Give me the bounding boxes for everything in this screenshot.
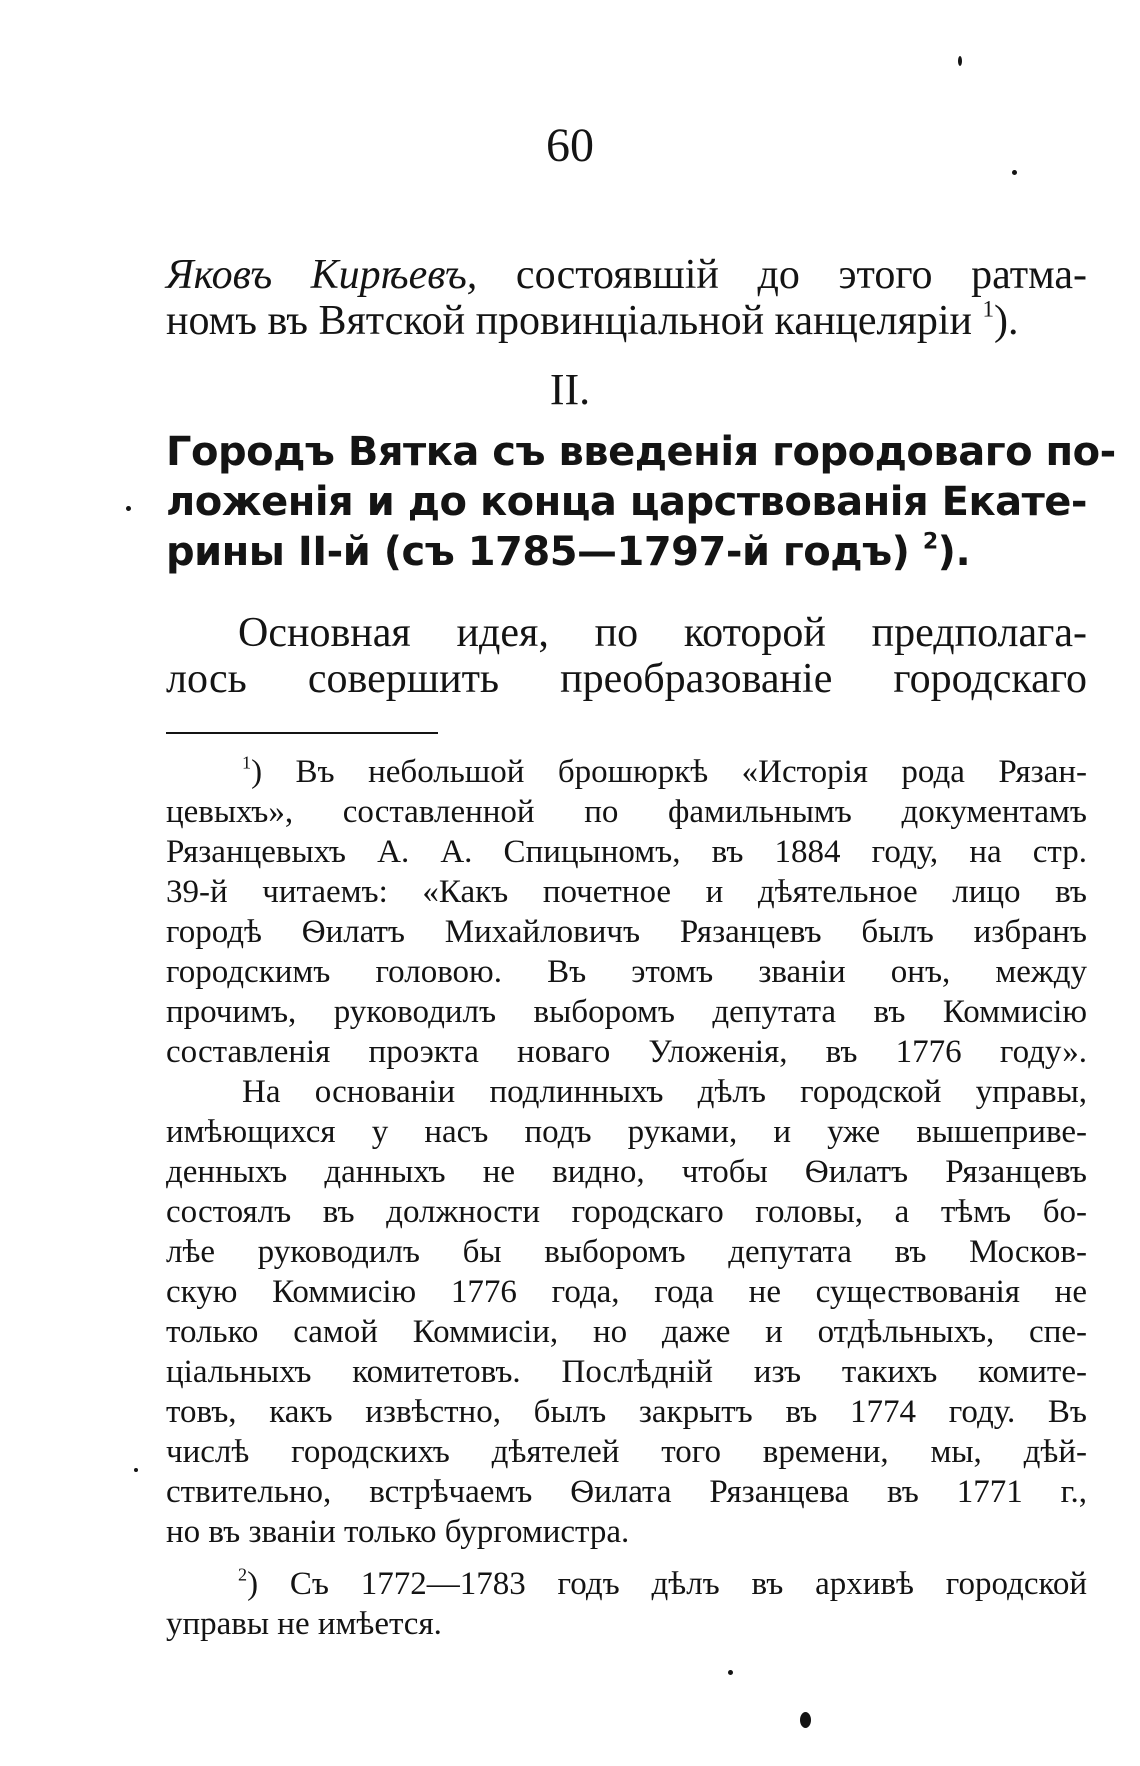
intro-line bbox=[166, 254, 1087, 296]
footnote-line: лѣе руководилъ бы выборомъ депутата въ Москов- bbox=[166, 1234, 1087, 1270]
footnote-divider bbox=[166, 732, 438, 734]
footnote-ref: 2 bbox=[922, 529, 938, 555]
footnote-line: числѣ городскихъ дѣятелей того времени, мы, дѣй- bbox=[166, 1434, 1087, 1470]
scan-speck bbox=[126, 506, 131, 511]
footnote-text: ) Въ небольшой брошюркѣ «Исторія рода Рязан- bbox=[251, 754, 1087, 790]
footnote-line: прочимъ, руководилъ выборомъ депутата въ Коммисію bbox=[166, 994, 1087, 1030]
footnote-line: 39-й читаемъ: «Какъ почетное и дѣятельное лицо въ bbox=[166, 874, 1087, 910]
footnote-line: На основаніи подлинныхъ дѣлъ городской управы, bbox=[242, 1074, 1087, 1110]
footnote-line: ціальныхъ комитетовъ. Послѣдній изъ такихъ комите- bbox=[166, 1354, 1087, 1390]
footnote-line: состоялъ въ должности городскаго головы, а тѣмъ бо- bbox=[166, 1194, 1087, 1230]
footnote-ref: 1 bbox=[982, 295, 995, 322]
footnote-line: Рязанцевыхъ А. А. Спицыномъ, въ 1884 году, на стр. bbox=[166, 834, 1087, 870]
footnote-line: ствительно, встрѣчаемъ Ѳилата Рязанцева въ 1771 г., bbox=[166, 1474, 1087, 1510]
footnote-line: товъ, какъ извѣстно, былъ закрытъ въ 1774 году. Въ bbox=[166, 1394, 1087, 1430]
scan-speck bbox=[800, 1712, 811, 1728]
scan-speck bbox=[134, 1468, 138, 1472]
footnote-line: но въ званіи только бургомистра. bbox=[166, 1514, 630, 1550]
footnote-line: имѣющихся у насъ подъ руками, и уже вышеприве- bbox=[166, 1114, 1087, 1150]
footnote-line: городѣ Ѳилатъ Михайловичъ Рязанцевъ былъ избранъ bbox=[166, 914, 1087, 950]
body-line: Основная идея, по которой предполага- bbox=[238, 610, 1087, 656]
scan-speck bbox=[958, 56, 962, 66]
footnote-marker: 2 bbox=[238, 1564, 248, 1585]
heading-text: ложенія и до конца царствованія Екате- bbox=[166, 479, 1087, 525]
heading-text: рины II-й (съ 1785—1797-й годъ) bbox=[166, 529, 923, 575]
scan-speck bbox=[728, 1670, 733, 1675]
intro-text-tail: ). bbox=[994, 298, 1019, 344]
footnote-line: только самой Коммисіи, но даже и отдѣльныхъ, спе- bbox=[166, 1314, 1087, 1350]
section-heading-line bbox=[166, 479, 1087, 525]
footnote-line: скую Коммисію 1776 года, года не существованія не bbox=[166, 1274, 1087, 1310]
intro-name: Яковъ Кирѣевъ, bbox=[166, 252, 478, 298]
page-number: 60 bbox=[546, 119, 594, 172]
footnote-line: цевыхъ», составленной по фамильнымъ документамъ bbox=[166, 794, 1087, 830]
footnote-line: управы не имѣется. bbox=[166, 1606, 442, 1642]
scan-speck bbox=[1012, 170, 1017, 175]
heading-text: Городъ Вятка съ введенія городоваго по- bbox=[166, 429, 1116, 475]
body-line: лось совершить преобразованіе городскаго bbox=[166, 656, 1087, 702]
intro-text: номъ въ Вятской провинціальной канцеляріи bbox=[166, 298, 983, 344]
footnote-marker: 1 bbox=[242, 752, 252, 773]
section-number: II. bbox=[549, 365, 591, 414]
heading-text-tail: ). bbox=[937, 529, 971, 575]
footnote-text: ) Съ 1772—1783 годъ дѣлъ въ архивѣ городской bbox=[247, 1566, 1087, 1602]
footnote-line: составленія проэкта новаго Уложенія, въ 1776 году». bbox=[166, 1034, 1087, 1070]
footnote-line: денныхъ данныхъ не видно, чтобы Ѳилатъ Рязанцевъ bbox=[166, 1154, 1087, 1190]
section-heading-line bbox=[166, 429, 1116, 475]
footnote-line bbox=[238, 1564, 1087, 1602]
intro-text: состоявшій до этого ратма- bbox=[477, 252, 1088, 298]
footnote-line: городскимъ головою. Въ этомъ званіи онъ, между bbox=[166, 954, 1087, 990]
footnote-line bbox=[242, 752, 1087, 790]
intro-line bbox=[166, 295, 1087, 344]
section-heading-line bbox=[166, 529, 1087, 575]
